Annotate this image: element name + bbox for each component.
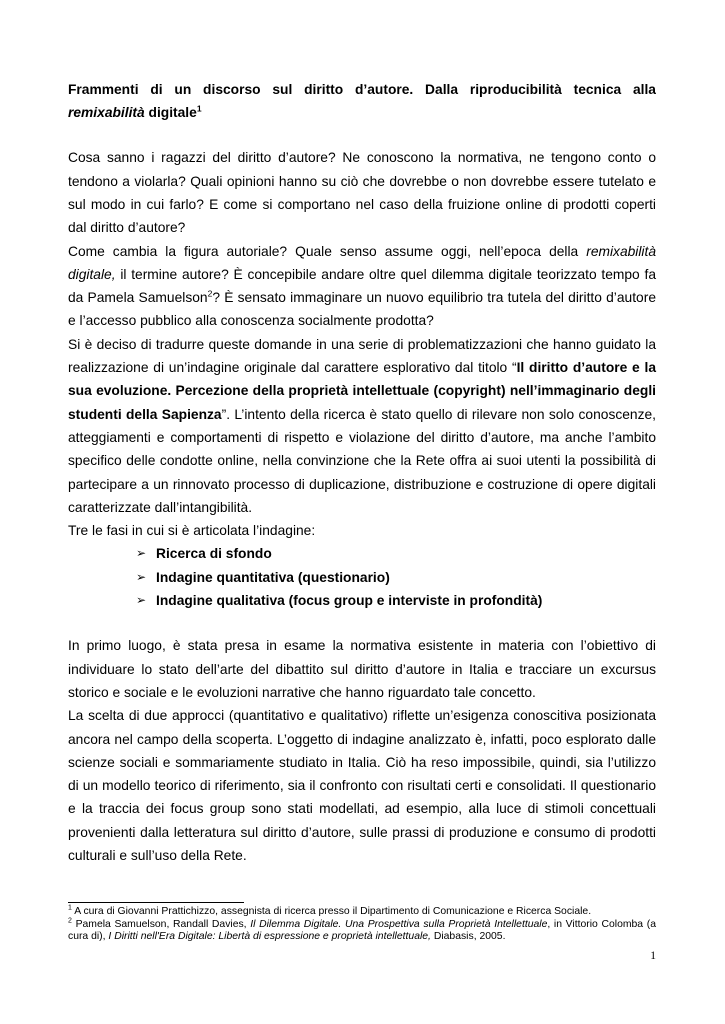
paragraph-2-text: Come cambia la figura autoriale? Quale senso assume oggi, nell’epoca della <box>68 243 587 259</box>
footnote-text: Pamela Samuelson, Randall Davies, <box>71 918 251 930</box>
list-item <box>136 589 656 612</box>
footnote-number: 1 <box>68 904 72 912</box>
paragraph-3-text: Si è deciso di tradurre queste domande in una serie di problematizzazioni che hanno guidato la realizzazione di un’indagine originale dal carattere esplorativo dal titolo “ <box>68 336 656 376</box>
arrow-bullet-icon: ➢ <box>136 569 147 584</box>
paragraph-2-text-b: il termine autore? È concepibile andare oltre quel dilemma digitale teorizzato tempo fa da Pamela Samuelson <box>68 266 656 306</box>
phase-label: Ricerca di sfondo <box>156 546 272 562</box>
paragraph-2-italic: remixabilità digitale, <box>68 243 656 282</box>
arrow-bullet-icon: ➢ <box>136 593 147 608</box>
footnote-text: A cura di Giovanni Prattichizzo, assegnista di ricerca presso il Dipartimento di Comunicazione e Ricerca Sociale. <box>71 906 592 917</box>
paragraph-3-text-b: ”. L’intento della ricerca è stato quello di rilevare non solo conoscenze, atteggiamenti e comportamenti di rispetto e violazione del diritto d’autore, ma anche l’ambito specifico delle condotte online, nella convinzione che la Rete offra ai suoi utenti la possibilità di partecipare a un rinnovato processo di duplicazione, distribuzione e costruzione di opere digitali caratterizzate dall’intangibilità. <box>68 406 656 515</box>
paragraph-2 <box>68 240 656 333</box>
paragraph-4: Tre le fasi in cui si è articolata l’indagine: <box>68 523 316 539</box>
paragraph-1: Cosa sanno i ragazzi del diritto d’autore? Ne conoscono la normativa, ne tengono conto o tendono a violarla? Quali opinioni hanno su ciò che dovrebbe o non dovrebbe essere tutelato e sul modo in cui farlo? E come si comportano nel caso della fruizione online di prodotti coperti dal diritto d’autore? <box>68 150 656 236</box>
title-text-end: digitale <box>144 105 197 121</box>
title-text: Frammenti di un discorso sul diritto d’autore. Dalla riproducibilità tecnica alla <box>68 82 656 97</box>
footnote-number: 2 <box>68 917 72 925</box>
footnote-2 <box>68 919 656 944</box>
arrow-bullet-icon: ➢ <box>136 546 147 561</box>
footnote-book-title: I Diritti nell'Era Digitale: Libertà di espressione e proprietà intellettuale, <box>108 931 431 943</box>
phase-label: Indagine qualitativa (focus group e interviste in profondità) <box>156 593 543 609</box>
paragraph-6: La scelta di due approcci (quantitativo e qualitativo) riflette un’esigenza conoscitiva posizionata ancora nel campo della scoperta. L’oggetto di indagine analizzato è, infatti, poco esplorato dalle scienze sociali e sommariamente studiato in Italia. Ciò ha reso impossibile, quindi, sia l’utilizzo di un modello teorico di riferimento, sia il confronto con risultati certi e consolidati. Il questionario e la traccia dei focus group sono stati modellati, ad esempio, alla luce di stimoli concettuali provenienti dalla letteratura sul diritto d’autore, sulle prassi di produzione e consumo di prodotti culturali e sull’uso della Rete. <box>68 708 656 864</box>
footnote-ref-1[interactable]: 1 <box>196 103 202 114</box>
paragraph-3 <box>68 333 656 519</box>
survey-title: Il diritto d’autore e la sua evoluzione. Percezione della proprietà intellettuale (copyright) nell’immaginario degli studenti della Sapienza <box>68 360 656 422</box>
document-title <box>68 78 656 124</box>
list-item <box>136 542 656 565</box>
phase-label: Indagine quantitativa (questionario) <box>156 569 390 585</box>
phases-list <box>68 542 656 612</box>
list-item <box>136 566 656 589</box>
footnote-ref-2[interactable]: 2 <box>207 288 213 299</box>
spacer <box>68 612 656 634</box>
title-italic: remixabilità <box>68 105 145 121</box>
footnote-separator <box>68 902 244 903</box>
footnote-text: , in Vittorio Colomba (a cura di), <box>68 918 656 943</box>
footnotes <box>68 906 656 944</box>
paragraph-5: In primo luogo, è stata presa in esame la normativa esistente in materia con l’obiettivo di individuare lo stato dell’arte del dibattito sul diritto d’autore in Italia e tracciare un excursus storico e sociale e le evoluzioni narrative che hanno riguardato tale concetto. <box>68 638 656 700</box>
page-number: 1 <box>650 950 656 962</box>
footnote-1 <box>68 906 656 919</box>
document-body <box>68 78 656 867</box>
footnote-text: Diabasis, 2005. <box>430 931 506 943</box>
paragraph-2-text-c: ? È sensato immaginare un nuovo equilibrio tra tutela del diritto d’autore e l’accesso pubblico alla conoscenza socialmente prodotta? <box>68 290 656 329</box>
footnote-book-title: Il Dilemma Digitale. Una Prospettiva sulla Proprietà Intellettuale <box>250 918 548 930</box>
